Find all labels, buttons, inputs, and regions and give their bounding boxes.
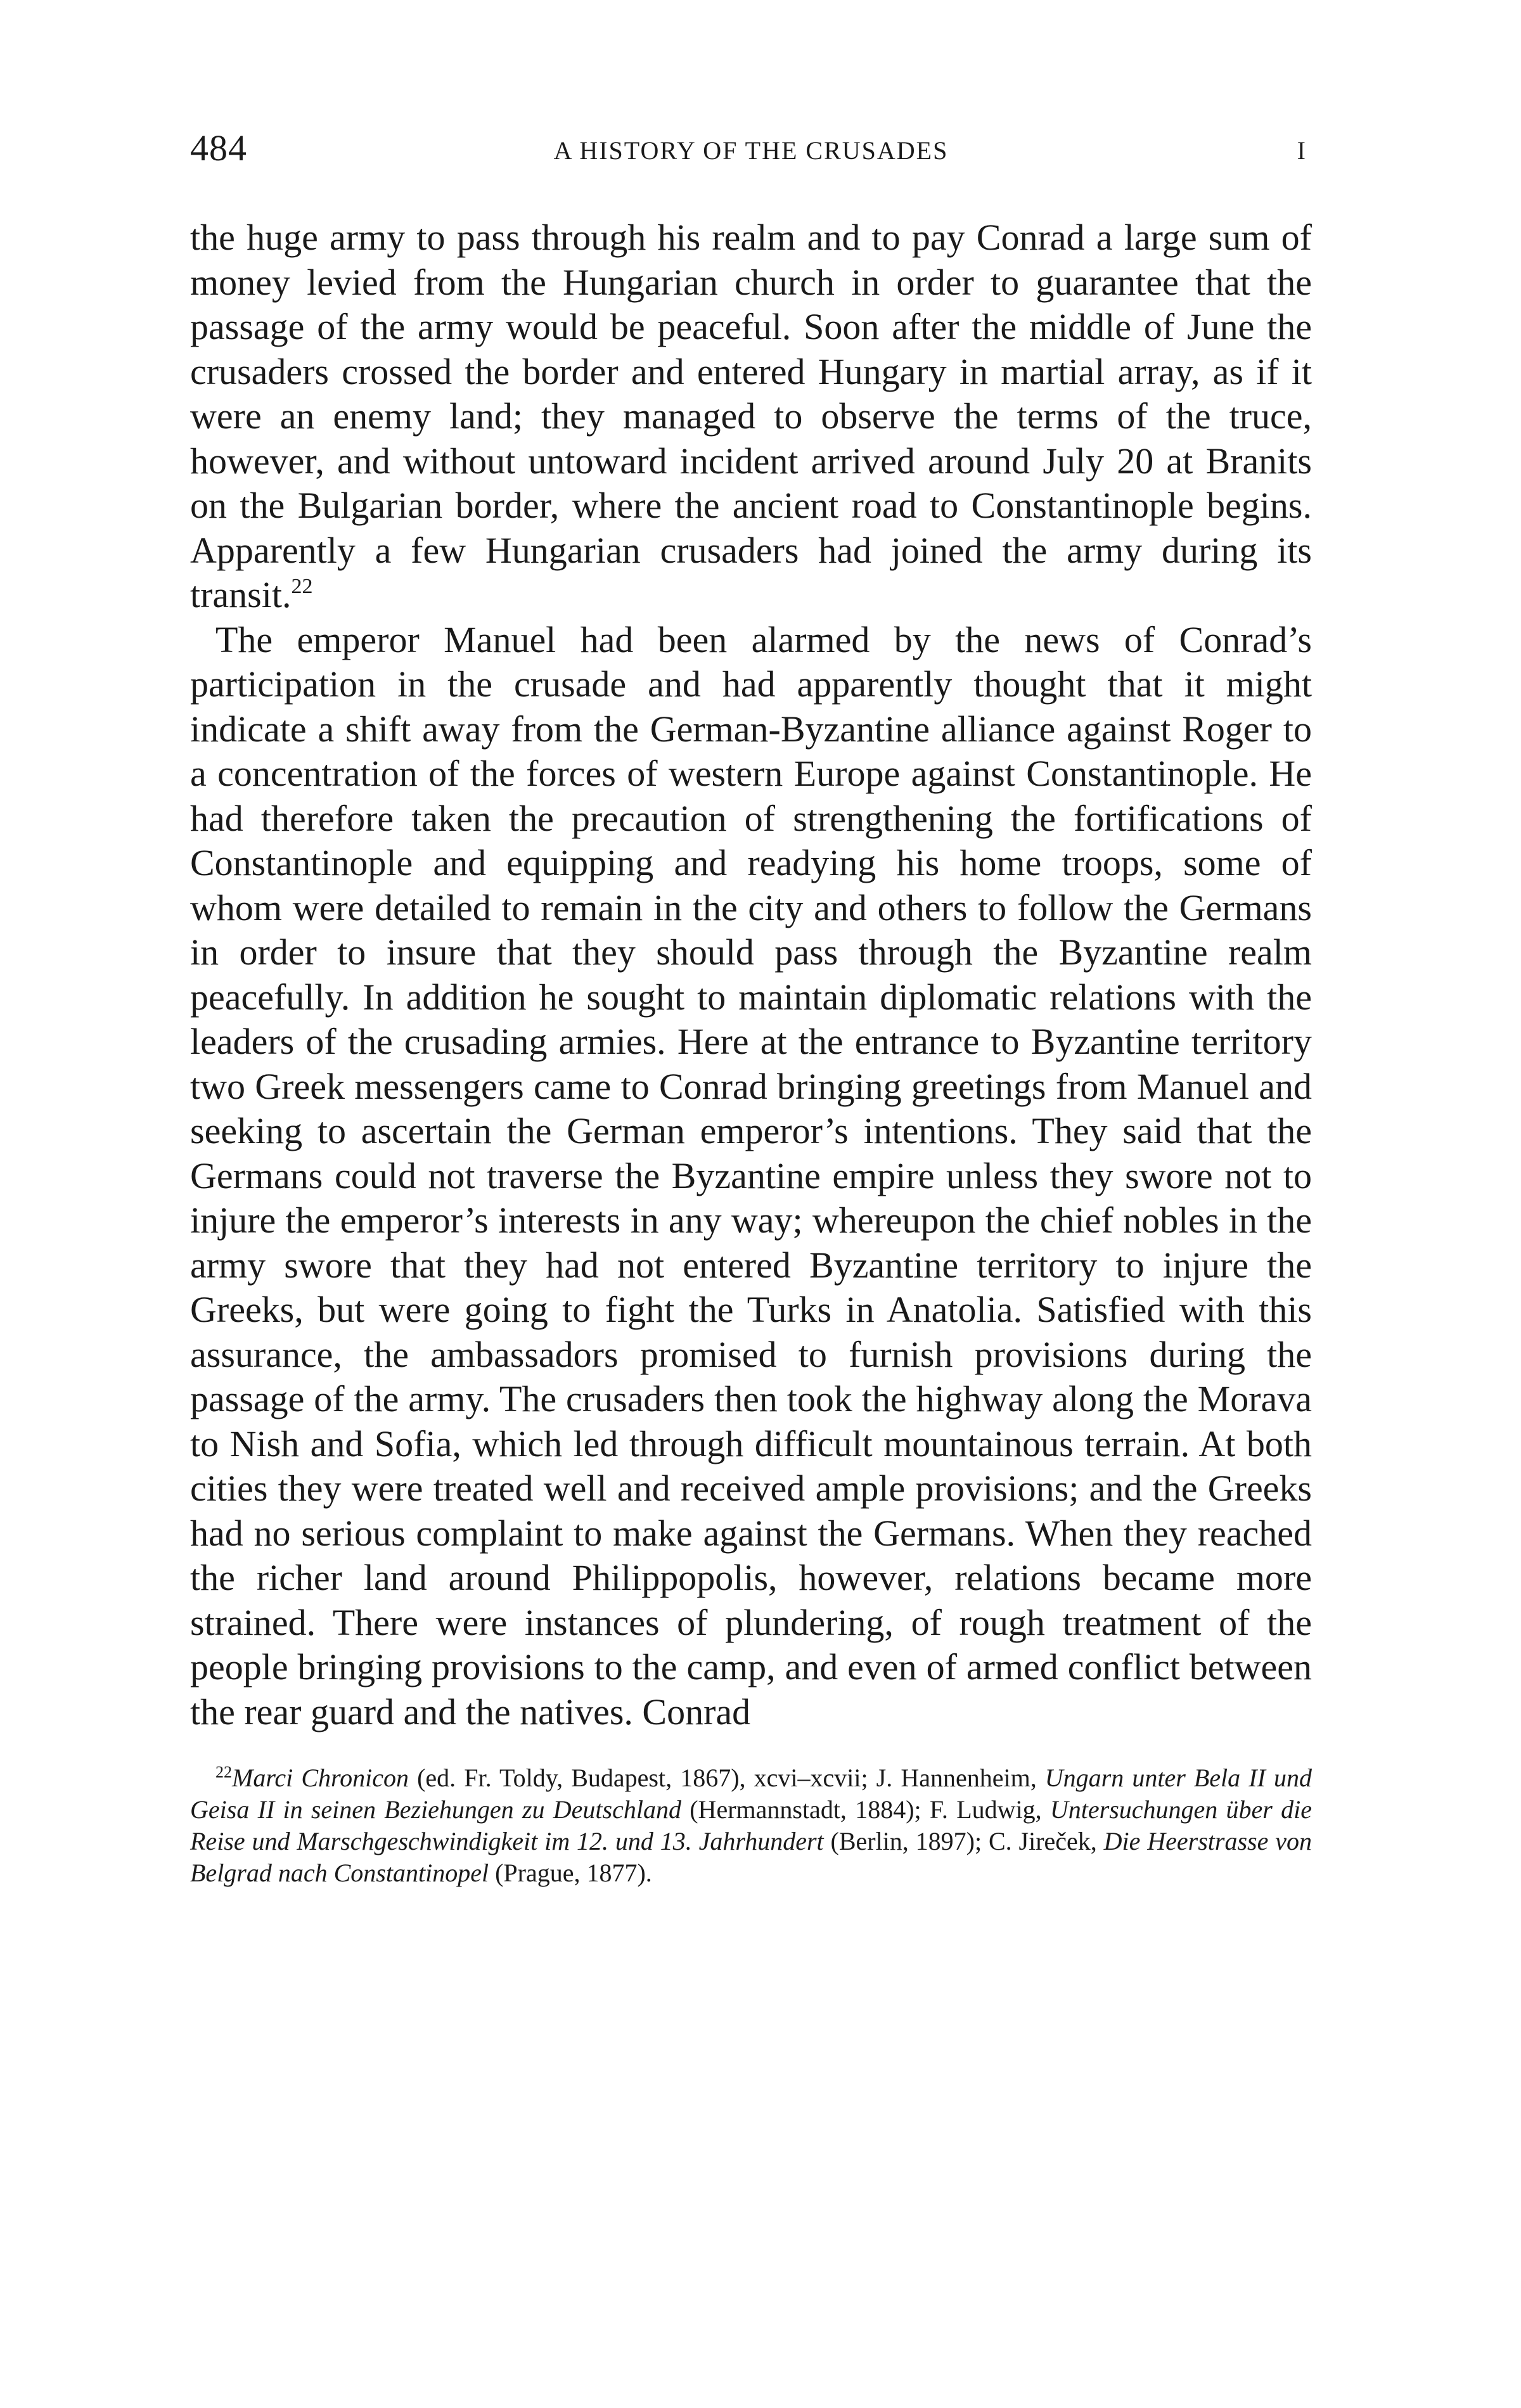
footnote-text-2: (Hermannstadt, 1884); F. Ludwig, bbox=[681, 1795, 1050, 1824]
footnote-title-3: Untersuchungen über die Reise und Marschgeschwindigkeit im 12. und 13. Jahrhundert bbox=[190, 1795, 1312, 1855]
running-header bbox=[190, 127, 1312, 177]
footnote bbox=[190, 1762, 1312, 1889]
footnote-title-1: Marci Chronicon bbox=[232, 1764, 409, 1792]
footnote-title-4: Die Heerstrasse von Belgrad nach Constantinopel bbox=[190, 1827, 1312, 1887]
footnote-title-2: Ungarn unter Bela II und Geisa II in seinen Beziehungen zu Deutschland bbox=[190, 1764, 1312, 1824]
page-number: 484 bbox=[190, 127, 247, 169]
footnote-text-4: (Prague, 1877). bbox=[489, 1859, 652, 1887]
paragraph-2: The emperor Manuel had been alarmed by the news of Conrad’s participation in the crusade and had apparently thought that it might indicate a shift away from the German-Byzantine alliance against Roger to a concentration of the forces of western Europe against Constantinople. He had therefore taken the precaution of strengthening the fortifications of Constantinople and equipping and readying his home troops, some of whom were detailed to remain in the city and others to follow the Germans in order to insure that they should pass through the Byzantine realm peacefully. In addition he sought to maintain diplomatic relations with the leaders of the crusading armies. Here at the entrance to Byzantine territory two Greek messengers came to Conrad bringing greetings from Manuel and seeking to ascertain the German emperor’s intentions. They said that the Germans could not traverse the Byzantine empire unless they swore not to injure the emperor’s interests in any way; whereupon the chief nobles in the army swore that they had not entered Byzantine territory to injure the Greeks, but were going to fight the Turks in Anatolia. Satisfied with this assurance, the ambassadors promised to furnish provisions during the passage of the army. The crusaders then took the highway along the Morava to Nish and Sofia, which led through difficult mountainous terrain. At both cities they were treated well and received ample provisions; and the Greeks had no serious complaint to make against the Germans. When they reached the richer land around Philippopolis, however, relations became more strained. There were instances of plundering, of rough treatment of the people bringing provisions to the camp, and even of armed conflict between the rear guard and the natives. Conrad bbox=[190, 618, 1312, 1732]
footnote-text-3: (Berlin, 1897); C. Jireček, bbox=[823, 1827, 1104, 1855]
volume-number: I bbox=[1297, 136, 1306, 165]
page bbox=[190, 127, 1312, 1889]
body-text bbox=[190, 215, 1312, 1734]
footnote-reference: 22 bbox=[291, 575, 313, 598]
footnote-text-1: (ed. Fr. Toldy, Budapest, 1867), xcvi–xcvii; J. Hannenheim, bbox=[409, 1764, 1045, 1792]
footnote-number: 22 bbox=[215, 1763, 232, 1781]
paragraph-1 bbox=[190, 215, 1312, 618]
running-title: A HISTORY OF THE CRUSADES bbox=[553, 136, 949, 165]
paragraph-1-text: the huge army to pass through his realm and to pay Conrad a large sum of money levied from the Hungarian church in order to guarantee that the passage of the army would be peaceful. Soon after the middle of June the crusaders crossed the border and entered Hungary in martial array, as if it were an enemy land; they managed to observe the terms of the truce, however, and without untoward incident arrived around July 20 at Branits on the Bulgarian border, where the ancient road to Constantinople begins. Apparently a few Hungarian crusaders had joined the army during its transit. bbox=[190, 217, 1312, 615]
footnote-22 bbox=[190, 1762, 1312, 1889]
